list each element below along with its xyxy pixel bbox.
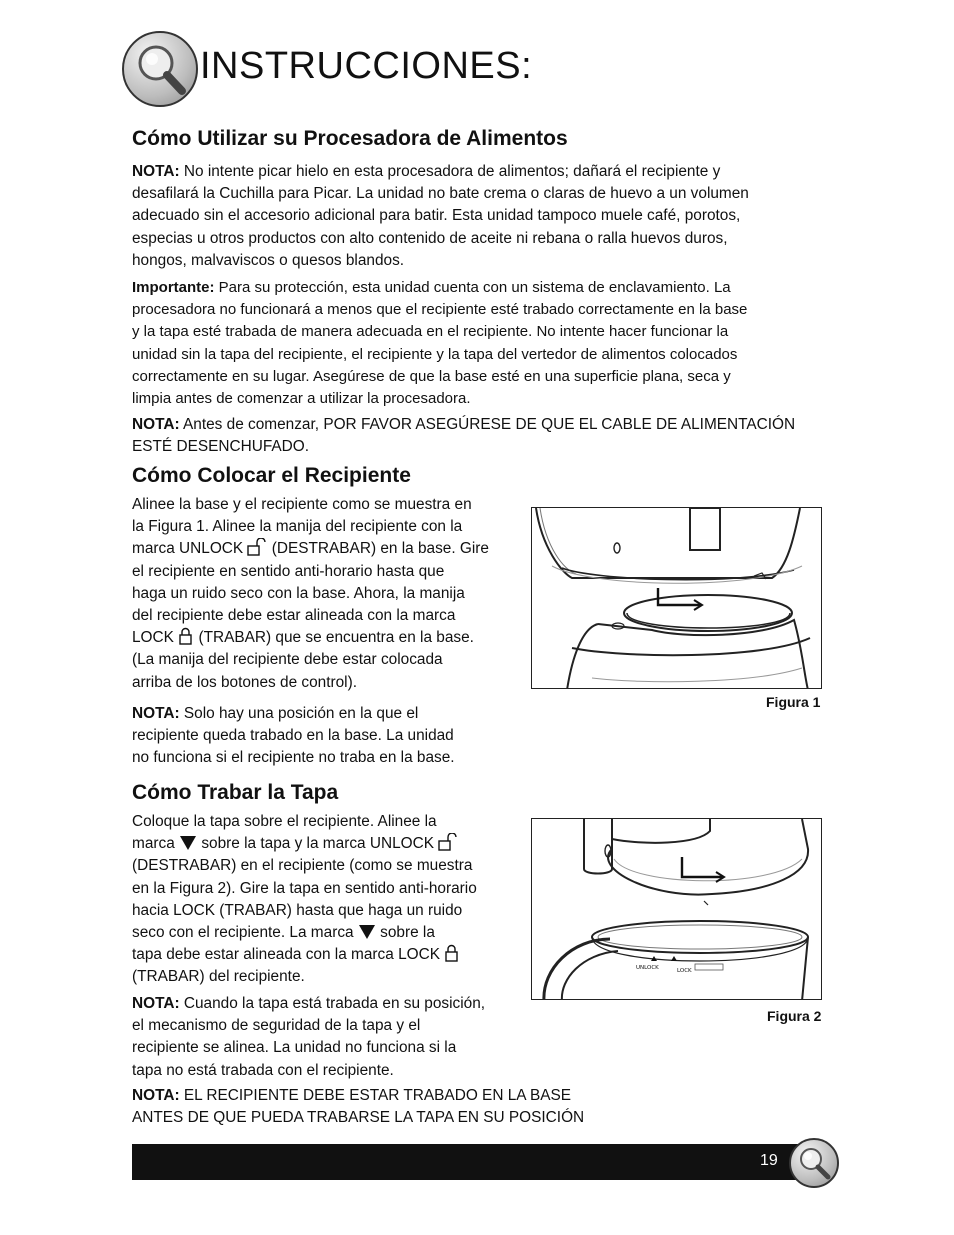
text-line: arriba de los botones de control). (132, 673, 358, 691)
triangle-down-icon (358, 924, 376, 940)
text-line: el mecanismo de seguridad de la tapa y el (132, 1017, 421, 1035)
lock-lid-paragraph (132, 811, 512, 989)
important-paragraph (132, 277, 822, 410)
text-line: del recipiente debe estar alineada con la marca (132, 607, 456, 625)
unlock-icon (247, 538, 267, 556)
text-line: correctamente en su lugar. Asegúrese de que la base esté en una superficie plana, seca y (132, 367, 731, 385)
text-line: recipiente queda trabado en la base. La unidad (132, 727, 454, 745)
text-line: (TRABAR) del recipiente. (132, 968, 305, 986)
text-line: especias u otros productos con alto contenido de aceite ni rebana o ralla huevos duros, (132, 229, 728, 247)
text-line: unidad sin la tapa del recipiente, el recipiente y la tapa del vertedor de alimentos colocados (132, 345, 738, 363)
text-line: el recipiente en sentido anti-horario hasta que (132, 562, 445, 580)
magnifier-footer-icon (789, 1138, 839, 1188)
note-label: NOTA: (132, 416, 180, 433)
text-line: LOCK (132, 629, 174, 647)
figure-1-caption: Figura 1 (766, 694, 821, 710)
place-bowl-paragraph (132, 494, 512, 694)
text-line: ANTES DE QUE PUEDA TRABARSE LA TAPA EN SU POSICIÓN (132, 1109, 585, 1127)
section-heading-place-bowl: Cómo Colocar el Recipiente (132, 464, 411, 487)
text-line: procesadora no funcionará a menos que el recipiente esté trabado correctamente en la base (132, 301, 748, 319)
note-label: NOTA: (132, 163, 180, 180)
text-line: recipiente se alinea. La unidad no funciona si la (132, 1039, 457, 1057)
section-heading-use-processor: Cómo Utilizar su Procesadora de Alimentos (132, 127, 568, 150)
text-line: (DESTRABAR) en el recipiente (como se muestra (132, 857, 473, 875)
note-label: NOTA: (132, 995, 180, 1012)
page-number: 19 (760, 1152, 778, 1169)
important-label: Importante: (132, 279, 215, 296)
lock-icon (178, 627, 194, 645)
lock-marking-label: LOCK (677, 968, 692, 974)
text-line: (TRABAR) que se encuentra en la base. (194, 629, 474, 647)
note-paragraph-bowl-position (132, 703, 512, 770)
text-line: tapa debe estar alineada con la marca LOCK (132, 946, 441, 964)
text-line: (DESTRABAR) en la base. Gire (267, 540, 489, 558)
text-line: desafilará la Cuchilla para Picar. La unidad no bate crema o claras de huevo a un volumen (132, 185, 749, 203)
text-line: (La manija del recipiente debe estar colocada (132, 651, 443, 669)
note-paragraph-ice (132, 161, 822, 272)
note-paragraph-lid-locked (132, 993, 512, 1082)
text-line: en la Figura 2). Gire la tapa en sentido anti-horario (132, 879, 477, 897)
text-line: adecuado sin el accesorio adicional para batir. Esta unidad tampoco muele café, porotos, (132, 207, 741, 225)
triangle-down-icon (179, 835, 197, 851)
text-line: hacia LOCK (TRABAR) hasta que haga un ruido (132, 901, 463, 919)
text-line: Para su protección, esta unidad cuenta con un sistema de enclavamiento. La (214, 279, 731, 296)
lock-icon (444, 944, 460, 962)
section-heading-lock-lid: Cómo Trabar la Tapa (132, 781, 339, 804)
text-line: EL RECIPIENTE DEBE ESTAR TRABADO EN LA BASE (179, 1087, 572, 1104)
text-line: marca (132, 835, 175, 853)
text-line: limpia antes de comenzar a utilizar la procesadora. (132, 390, 471, 408)
text-line: y la tapa esté trabada de manera adecuada en el recipiente. No intente hacer funcionar la (132, 323, 729, 341)
text-line: sobre la (375, 924, 435, 942)
text-line: no funciona si el recipiente no traba en la base. (132, 749, 455, 767)
text-line: Solo hay una posición en la que el (179, 705, 419, 722)
text-line: hongos, malvaviscos o quesos blandos. (132, 251, 405, 269)
note-paragraph-bowl-before-lid (132, 1085, 632, 1129)
note-label: NOTA: (132, 1087, 180, 1104)
page-title: INSTRUCCIONES: (200, 45, 533, 87)
text-line: marca UNLOCK (132, 540, 244, 558)
text-line: Antes de comenzar, POR FAVOR ASEGÚRESE DE QUE EL CABLE DE ALIMENTACIÓN (179, 416, 796, 433)
text-line: No intente picar hielo en esta procesadora de alimentos; dañará el recipiente y (179, 163, 721, 180)
text-line: tapa no está trabada con el recipiente. (132, 1061, 394, 1079)
text-line: seco con el recipiente. La marca (132, 924, 354, 942)
unlock-marking-label: UNLOCK (636, 965, 659, 971)
figure-2-image (531, 818, 822, 1000)
text-line: ESTÉ DESENCHUFADO. (132, 438, 310, 456)
text-line: la Figura 1. Alinee la manija del recipiente con la (132, 518, 463, 536)
note-label: NOTA: (132, 705, 180, 722)
text-line: Coloque la tapa sobre el recipiente. Alinee la (132, 813, 437, 830)
unlock-icon (438, 833, 458, 851)
figure-1-image (531, 507, 822, 689)
text-line: haga un ruido seco con la base. Ahora, la manija (132, 584, 465, 602)
text-line: sobre la tapa y la marca UNLOCK (197, 835, 434, 853)
footer-bar (132, 1144, 820, 1180)
text-line: Alinee la base y el recipiente como se muestra en (132, 496, 472, 513)
text-line: Cuando la tapa está trabada en su posición, (179, 995, 486, 1012)
note-paragraph-unplug (132, 414, 822, 458)
figure-2-caption: Figura 2 (767, 1008, 822, 1024)
magnifier-logo-icon (122, 31, 198, 107)
